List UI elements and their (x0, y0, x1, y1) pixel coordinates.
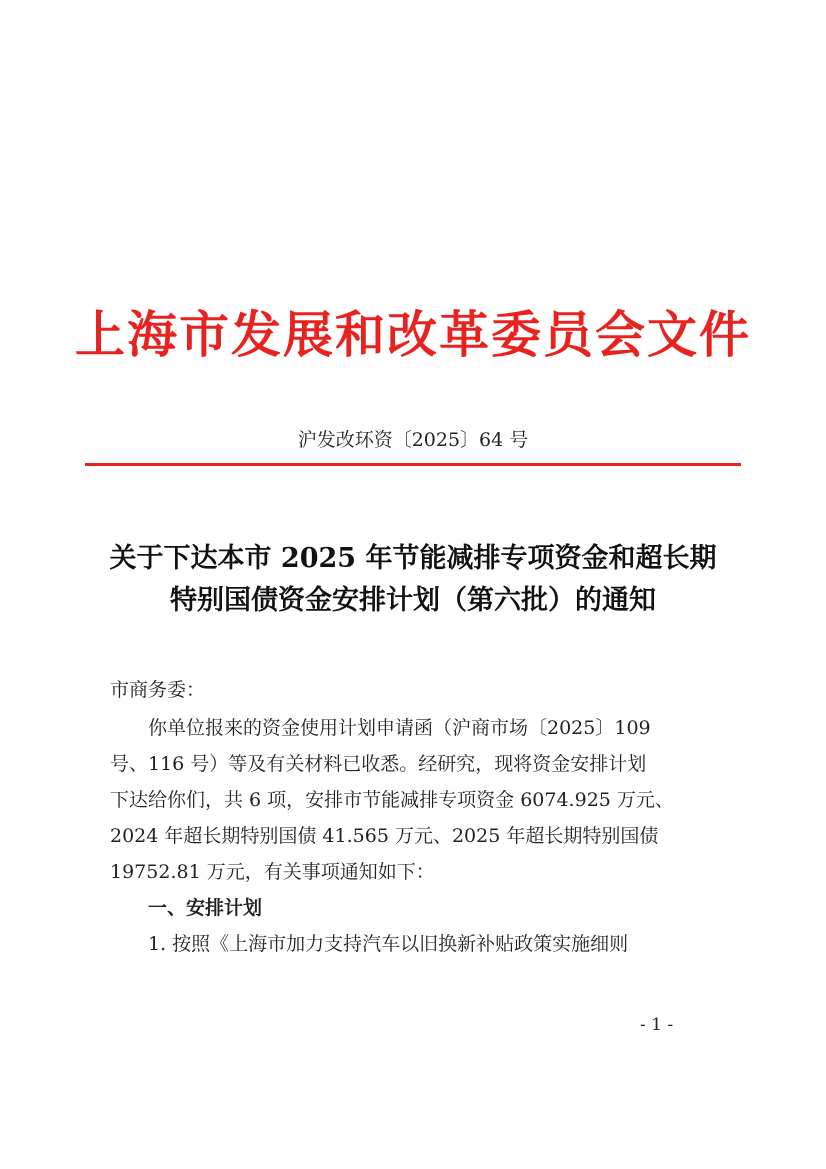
red-divider-line (85, 463, 741, 466)
paragraph-1-line-1: 你单位报来的资金使用计划申请函（沪商市场〔2025〕109 (148, 717, 651, 739)
paragraph-1-line-2: 号、116 号）等及有关材料已收悉。经研究，现将资金安排计划 (110, 753, 647, 775)
notice-title (60, 538, 766, 622)
notice-title-line-2: 特别国债资金安排计划（第六批）的通知 (170, 585, 656, 616)
paragraph-1-line-3: 下达给你们，共 6 项，安排市节能减排专项资金 6074.925 万元、 (110, 789, 674, 811)
addressee: 市商务委： (110, 679, 206, 701)
list-item-1: 1. 按照《上海市加力支持汽车以旧换新补贴政策实施细则 (148, 933, 629, 955)
paragraph-1-line-4: 2024 年超长期特别国债 41.565 万元、2025 年超长期特别国债 (110, 825, 659, 847)
section-heading-1: 一、安排计划 (148, 897, 263, 919)
paragraph-1-line-5: 19752.81 万元，有关事项通知如下： (110, 861, 435, 883)
document-number: 沪发改环资〔2025〕64 号 (297, 429, 529, 451)
paragraph-1 (110, 710, 720, 890)
notice-title-line-1: 关于下达本市 2025 年节能减排专项资金和超长期 (109, 543, 717, 574)
masthead-title: 上海市发展和改革委员会文件 (75, 305, 751, 364)
page-number: - 1 - (640, 1015, 674, 1035)
document-body (110, 672, 720, 962)
